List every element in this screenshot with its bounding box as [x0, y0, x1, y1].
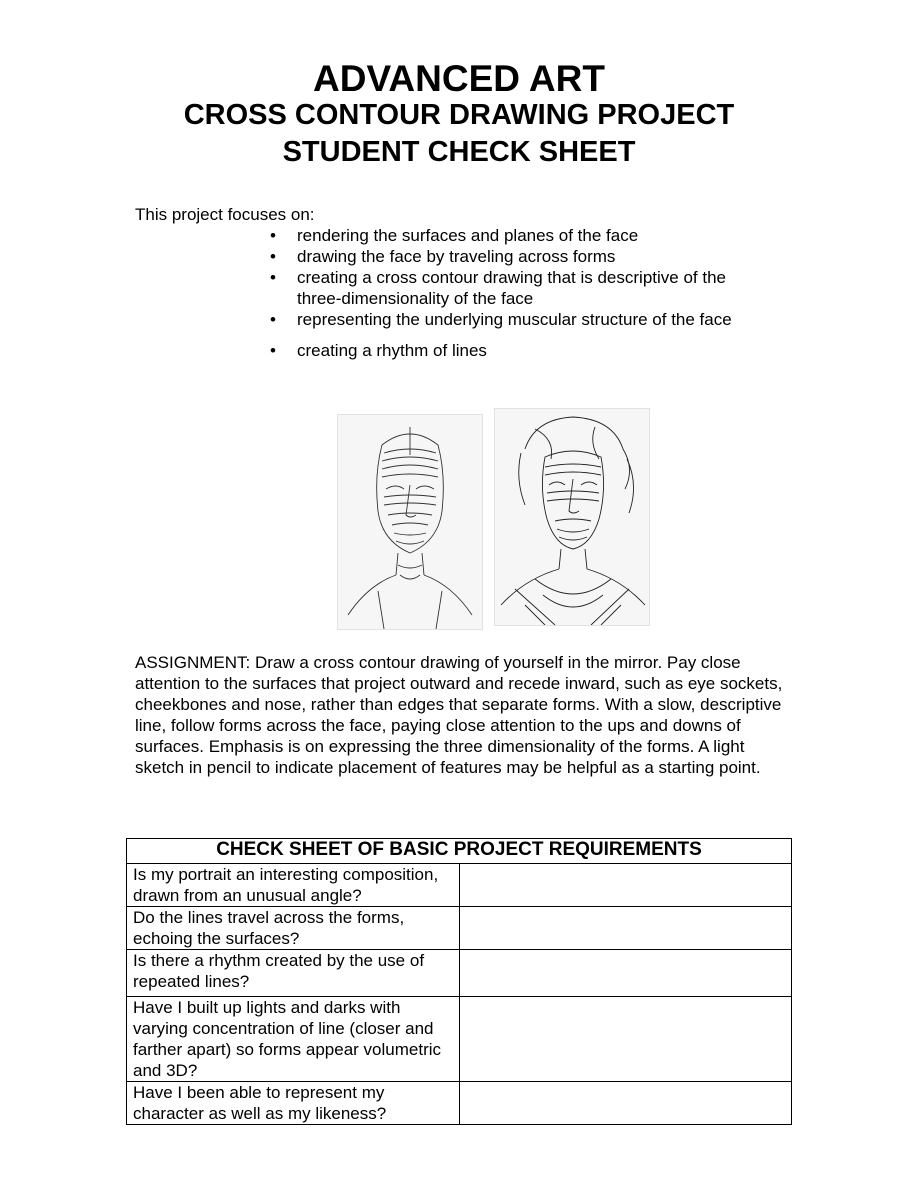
- page-subtitle: CROSS CONTOUR DRAWING PROJECT: [183, 99, 735, 131]
- page-subtitle-2: STUDENT CHECK SHEET: [282, 136, 636, 168]
- bullet-icon: •: [270, 268, 276, 287]
- portrait-sketch-1: [337, 414, 483, 630]
- checklist-question: Have I built up lights and darks with varying concentration of line (closer and farther apart) so forms appear volumetric and 3D?: [127, 997, 460, 1082]
- focus-item-text: representing the underlying muscular structure of the face: [297, 310, 732, 329]
- page-title: ADVANCED ART: [313, 58, 605, 99]
- checklist-heading: CHECK SHEET OF BASIC PROJECT REQUIREMENTS: [127, 839, 792, 864]
- focus-list: [270, 225, 770, 361]
- checklist-row: [127, 864, 792, 907]
- bullet-icon: •: [270, 226, 276, 245]
- requirements-checklist-table: [126, 838, 792, 1125]
- focus-item: [270, 340, 770, 361]
- checklist-row: [127, 950, 792, 997]
- focus-item-text: drawing the face by traveling across forms: [297, 247, 616, 266]
- checklist-row: [127, 1082, 792, 1125]
- focus-item: [270, 309, 770, 330]
- checklist-row: [127, 997, 792, 1082]
- portrait-sketch-2-drawing: [495, 409, 649, 625]
- focus-item: [270, 246, 770, 267]
- focus-item: [270, 225, 770, 246]
- checklist-row: [127, 907, 792, 950]
- bullet-icon: •: [270, 247, 276, 266]
- checklist-checkbox[interactable]: [459, 864, 792, 907]
- checklist-checkbox[interactable]: [459, 907, 792, 950]
- focus-item-text: rendering the surfaces and planes of the face: [297, 226, 639, 245]
- checklist-question: Is there a rhythm created by the use of repeated lines?: [127, 950, 460, 997]
- assignment-text: ASSIGNMENT: Draw a cross contour drawing of yourself in the mirror. Pay close attention to the surfaces that project outward and recede inward, such as eye sockets, cheekbones and nose, rather than edges that separate forms. With a slow, descriptive line, follow forms across the face, paying close attention to the ups and downs of surfaces. Emphasis is on expressing the three dimensionality of the forms. A light sketch in pencil to indicate placement of features may be helpful as a starting point.: [135, 653, 783, 777]
- intro-text: This project focuses on:: [135, 205, 315, 224]
- bullet-icon: •: [270, 341, 276, 360]
- checklist-question: Is my portrait an interesting composition, drawn from an unusual angle?: [127, 864, 460, 907]
- bullet-icon: •: [270, 310, 276, 329]
- focus-item: [270, 267, 770, 309]
- checklist-question: Have I been able to represent my character as well as my likeness?: [127, 1082, 460, 1125]
- checklist-question: Do the lines travel across the forms, echoing the surfaces?: [127, 907, 460, 950]
- portrait-sketch-2: [494, 408, 650, 626]
- checklist-checkbox[interactable]: [459, 1082, 792, 1125]
- focus-item-text: creating a rhythm of lines: [297, 341, 487, 360]
- checklist-checkbox[interactable]: [459, 950, 792, 997]
- portrait-sketch-1-drawing: [338, 415, 482, 629]
- checklist-checkbox[interactable]: [459, 997, 792, 1082]
- focus-item-text: creating a cross contour drawing that is descriptive of the three-dimensionality of the face: [297, 268, 726, 308]
